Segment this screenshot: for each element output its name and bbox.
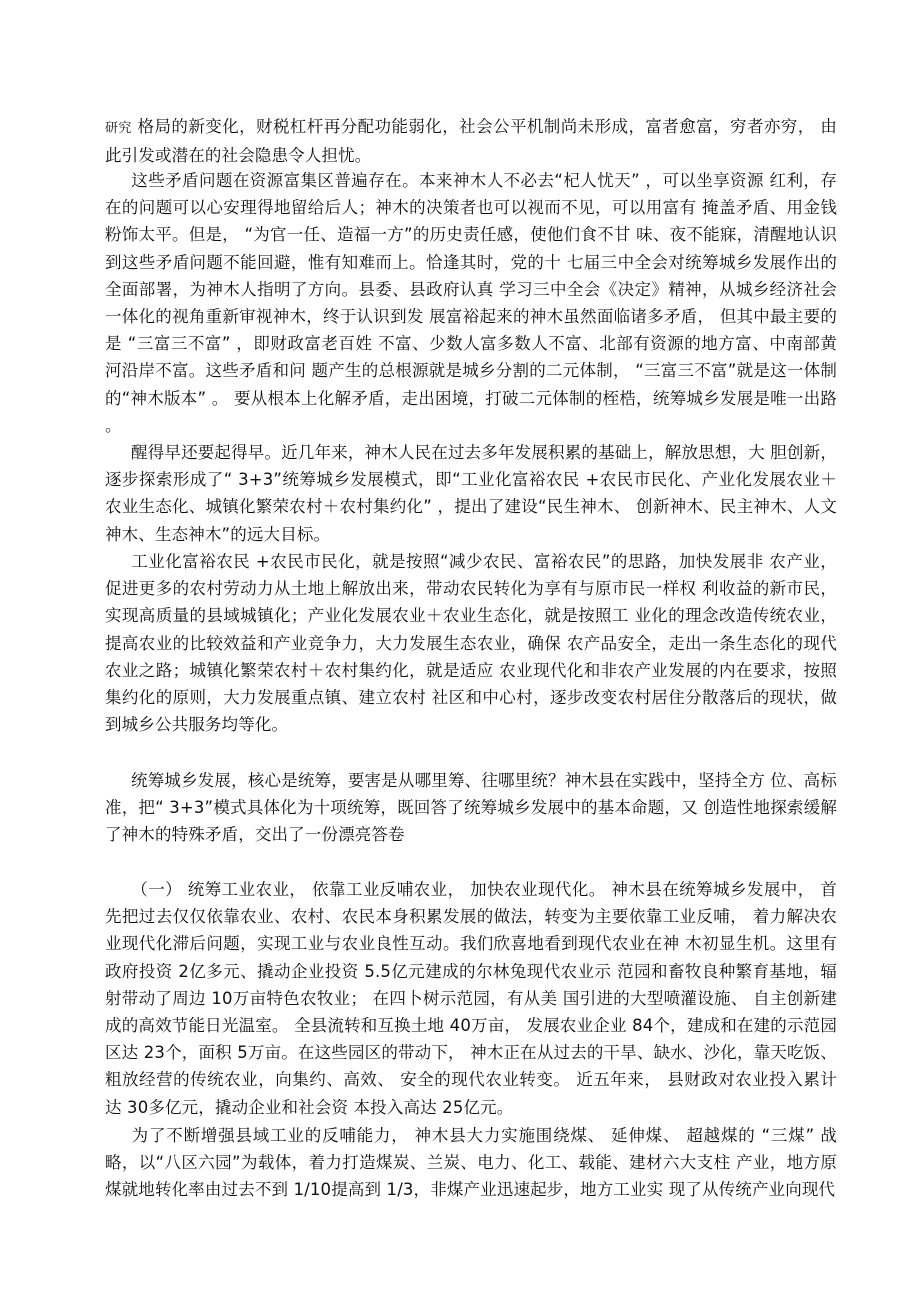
paragraph-3: [105, 439, 837, 548]
paragraph-2-text: 这些矛盾问题在资源富集区普遍存在。本来神木人不必去“杞人忧天” ，可以坐享资源 红利，存在的问题可以心安理得地留给后人；神木的决策者也可以视而不见，可以用富有 掩盖矛盾、用金钱粉饰太平。但是， “为官一任、造福一方”的历史责任感，使他们食不甘 味、夜不能寐，清醒地认识到这些矛盾问题不能回避，惟有知难而上。恰逢其时，党的十 七届三中全会对统筹城乡发展作出的全面部署，为神木人指明了方向。县委、县政府认真 学习三中全会《决定》精神，从城乡经济社会一体化的视角重新审视神木，终于认识到发 展富裕起来的神木虽然面临诸多矛盾， 但其中最主要的是 “三富三不富” ，即财政富老百姓 不富、少数人富多数人不富、北部有资源的地方富、中南部黄河沿岸不富。这些矛盾和问 题产生的总根源就是城乡分割的二元体制， “三富三不富”就是这一体制的“神木版本” 。 要从根本上化解矛盾，走出困境，打破二元体制的桎梏，统筹城乡发展是唯一出路 。: [105, 171, 837, 435]
paragraph-2: [105, 167, 837, 439]
paragraph-4-text: 工业化富裕农民 +农民市民化，就是按照“减少农民、富裕农民”的思路，加快发展非 农产业，促进更多的农村劳动力从土地上解放出来，带动农民转化为享有与原市民一样权 利收益的新市民，实现高质量的县域城镇化；产业化发展农业＋农业生态化，就是按照工 业化的理念改造传统农业，提高农业的比较效益和产业竞争力，大力发展生态农业，确保 农产品安全，走出一条生态化的现代农业之路；城镇化繁荣农村＋农村集约化，就是适应 农业现代化和非农产业发展的内在要求，按照集约化的原则，大力发展重点镇、建立农村 社区和中心村，逐步改变农村居住分散落后的现状，做到城乡公共服务均等化。: [105, 552, 837, 735]
paragraph-1: [105, 113, 837, 169]
paragraph-6: [105, 876, 837, 1121]
paragraph-7-text: 为了不断增强县域工业的反哺能力， 神木县大力实施围绕煤、 延伸煤、 超越煤的 “三煤” 战略，以“八区六园”为载体，着力打造煤炭、兰炭、电力、化工、载能、建材六大支柱 产业，地方原煤就地转化率由过去不到 1/10提高到 1/3，非煤产业迅速起步，地方工业实 现了从传统产业向现代: [105, 1126, 837, 1200]
paragraph-5: [105, 767, 837, 849]
paragraph-1-text: 格局的新变化，财税杠杆再分配功能弱化，社会公平机制尚未形成，富者愈富，穷者亦穷， 由此引发或潜在的社会隐患令人担忧。: [105, 117, 837, 166]
paragraph-6-text: （一） 统筹工业农业， 依靠工业反哺农业， 加快农业现代化。 神木县在统筹城乡发展中， 首先把过去仅仅依靠农业、农村、农民本身积累发展的做法，转变为主要依靠工业反哺， 着力解决农业现代化滞后问题，实现工业与农业良性互动。我们欣喜地看到现代农业在神 木初显生机。这里有政府投资 2亿多元、撬动企业投资 5.5亿元建成的尔林兔现代农业示 范园和畜牧良种繁育基地，辐射带动了周边 10万亩特色农牧业； 在四卜树示范园，有从美 国引进的大型喷灌设施、 自主创新建成的高效节能日光温室。 全县流转和互换土地 40万亩， 发展农业企业 84个，建成和在建的示范园区达 23个，面积 5万亩。在这些园区的带动下， 神木正在从过去的干旱、缺水、沙化，靠天吃饭、粗放经营的传统农业，向集约、高效、 安全的现代农业转变。 近五年来， 县财政对农业投入累计达 30多亿元，撬动企业和社会资 本投入高达 25亿元。: [105, 880, 837, 1117]
paragraph-5-text: 统筹城乡发展，核心是统筹，要害是从哪里筹、往哪里统？神木县在实践中，坚持全方 位、高标准，把“ 3+3”模式具体化为十项统筹，既回答了统筹城乡发展中的基本命题，又 创造性地探索缓解了神木的特殊矛盾，交出了一份漂亮答卷: [105, 771, 837, 845]
paragraph-3-text: 醒得早还要起得早。近几年来，神木人民在过去多年发展积累的基础上，解放思想，大 胆创新，逐步探索形成了“ 3+3”统筹城乡发展模式，即“工业化富裕农民 +农民市民化、产业化发展农业＋农业生态化、城镇化繁荣农村＋农村集约化” ，提出了建设“民生神木、 创新神木、民主神木、人文神木、生态神木”的远大目标。: [105, 443, 837, 544]
paragraph-7: [105, 1122, 837, 1204]
paragraph-4: [105, 548, 837, 738]
paragraph-1-lead: 研究: [105, 121, 132, 136]
